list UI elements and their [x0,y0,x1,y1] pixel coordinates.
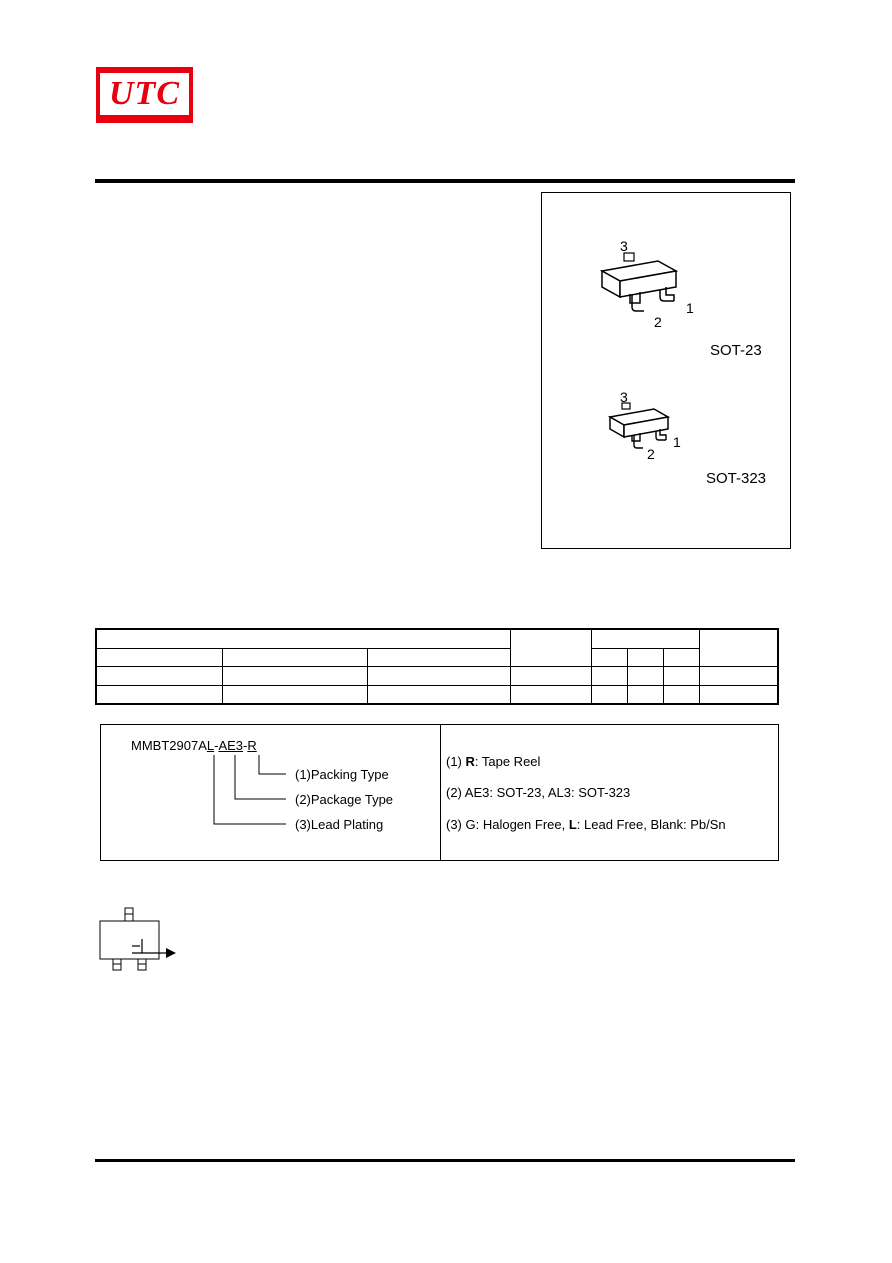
table-cell [699,685,778,704]
table-cell [511,666,592,685]
table-cell [663,666,699,685]
sot23-pin1: 1 [686,300,694,316]
table-cell [223,685,368,704]
sot323-pin2: 2 [647,446,655,462]
explanation-rest: : Tape Reel [474,754,541,769]
table-cell [511,629,592,666]
ordering-table [95,628,779,705]
part-number-box [100,724,779,861]
table-cell [367,666,511,685]
table-row [96,685,778,704]
part-number-pack: R [247,738,257,753]
header-divider [95,179,795,183]
sot323-pin3: 3 [620,389,628,405]
table-cell [96,648,223,666]
explanation-package [446,785,630,800]
part-number-sep2: - [243,738,248,753]
explanation-prefix: (1) [446,754,466,769]
callout-lead-plating: (3)Lead Plating [295,817,384,832]
callout-package-type: (2)Package Type [295,792,394,807]
utc-logo [96,67,193,123]
package-box [541,192,791,549]
table-cell [592,648,628,666]
part-number-pkg: AE3 [218,738,244,753]
table-cell [699,666,778,685]
logo-text: UTC [109,75,180,112]
table-cell [627,685,663,704]
table-header-row [96,629,778,648]
table-cell [96,685,223,704]
sot323-label: SOT-323 [706,470,767,487]
callout-packing-type: (1)Packing Type [295,767,389,782]
table-row [96,666,778,685]
explanation-lead-plating [446,817,726,832]
table-cell [592,629,700,648]
table-cell [663,685,699,704]
explanation-prefix: (2) AE3: SOT-23, AL3: SOT-323 [446,785,631,800]
table-header-row [96,648,778,666]
part-number-base: MMBT2907A [131,738,207,753]
table-cell [663,648,699,666]
part-number-sep1: - [214,738,219,753]
table-cell [96,629,511,648]
table-cell [367,685,511,704]
explanation-bold: L [568,817,577,832]
sot23-label: SOT-23 [710,342,762,359]
sot23-pin3: 3 [620,238,628,254]
table-cell [223,666,368,685]
marking-diagram [96,906,186,972]
explanation-rest: : Lead Free, Blank: Pb/Sn [576,817,726,832]
box-divider [440,725,441,860]
sot323-drawing [598,389,748,469]
table-cell [592,666,628,685]
table-cell [96,666,223,685]
table-cell [627,648,663,666]
sot23-drawing [592,235,752,335]
table-cell [511,685,592,704]
explanation-packing [446,754,540,769]
table-cell [699,629,778,666]
table-cell [223,648,368,666]
explanation-prefix: (3) G: Halogen Free, [446,817,569,832]
table-cell [367,648,511,666]
sot323-pin1: 1 [673,434,681,450]
part-number-lead: L [206,738,215,753]
sot23-pin2: 2 [654,314,662,330]
explanation-bold: R [465,754,475,769]
footer-divider [95,1159,795,1162]
table-cell [627,666,663,685]
table-cell [592,685,628,704]
